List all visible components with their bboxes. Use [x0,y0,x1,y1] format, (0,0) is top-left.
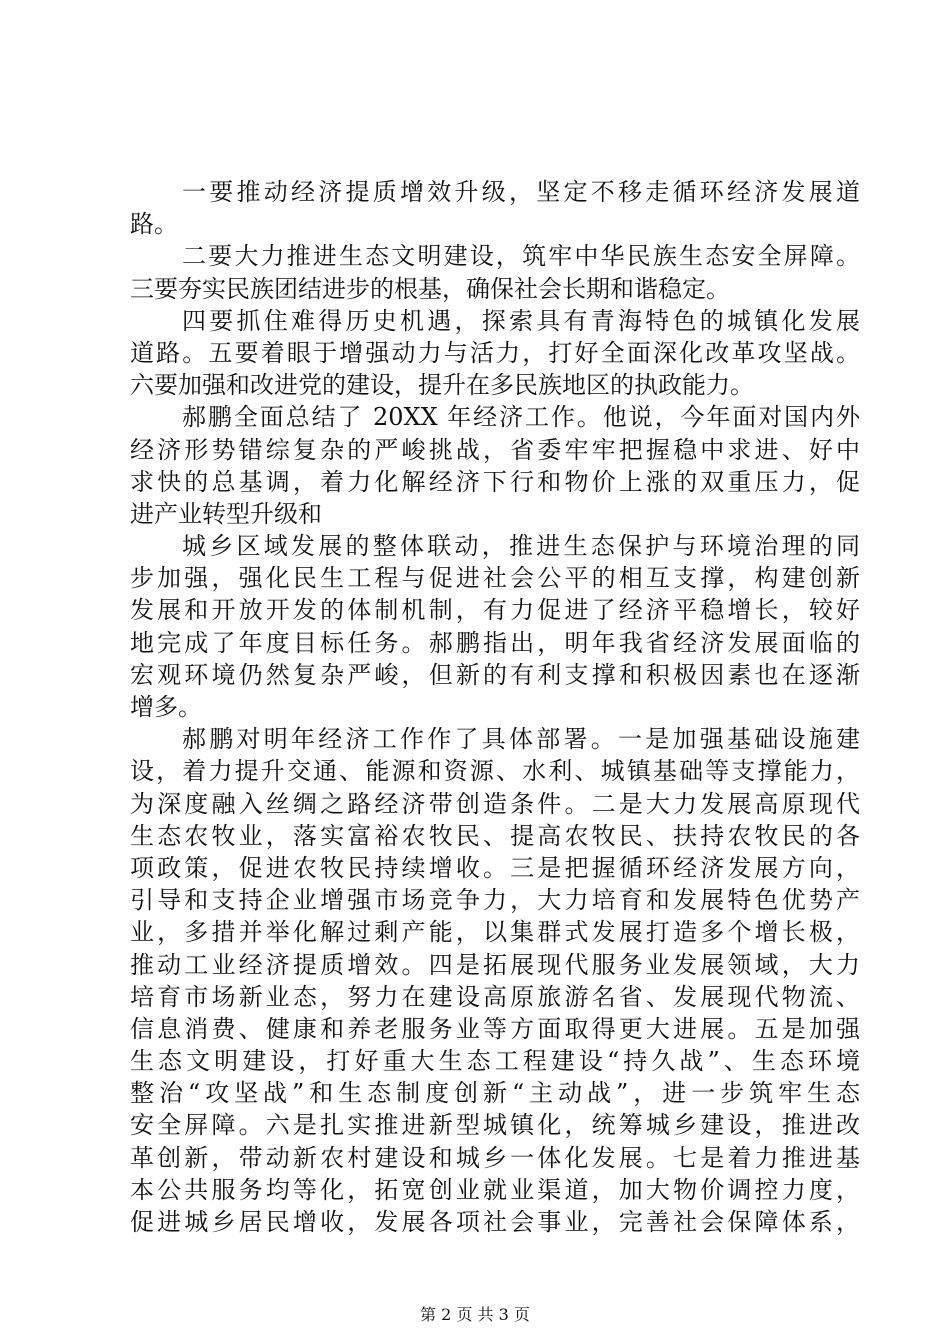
text-line: 培育市场新业态，努力在建设高原旅游名省、发展现代物流、 [130,982,860,1011]
text-line: 革创新，带动新农村建设和城乡一体化发展。七是着力推进基 [130,1143,860,1172]
text-line: 经济形势错综复杂的严峻挑战，省委牢牢把握稳中求进、好中 [130,435,860,464]
document-body [130,176,860,1238]
text-line: 引导和支持企业增强市场竞争力，大力培育和发展特色优势产 [130,886,860,915]
text-line: 郝鹏全面总结了 20XX 年经济工作。他说，今年面对国内外 [182,403,860,432]
text-line: 地完成了年度目标任务。郝鹏指出，明年我省经济发展面临的 [130,628,860,657]
text-line: 整治“攻坚战”和生态制度创新“主动战”，进一步筑牢生态 [130,1079,860,1108]
text-line: 业，多措并举化解过剩产能，以集群式发展打造多个增长极， [130,918,860,947]
text-line: 进产业转型升级和 [130,499,322,528]
text-line: 道路。五要着眼于增强动力与活力，打好全面深化改革攻坚战。 [130,338,860,367]
text-line: 安全屏障。六是扎实推进新型城镇化，统筹城乡建设，推进改 [130,1111,860,1140]
text-line: 本公共服务均等化，拓宽创业就业渠道，加大物价调控力度， [130,1175,860,1204]
text-line: 生态文明建设，打好重大生态工程建设“持久战”、生态环境 [130,1047,860,1076]
text-line: 生态农牧业，落实富裕农牧民、提高农牧民、扶持农牧民的各 [130,821,860,850]
text-line: 设，着力提升交通、能源和资源、水利、城镇基础等支撑能力， [130,757,860,786]
text-line: 二要大力推进生态文明建设，筑牢中华民族生态安全屏障。 [182,242,860,271]
text-line: 六要加强和改进党的建设，提升在多民族地区的执政能力。 [130,371,754,400]
text-line: 四要抓住难得历史机遇，探索具有青海特色的城镇化发展 [182,306,860,335]
page-footer: 第 2 页 共 3 页 [420,1305,530,1324]
text-line: 增多。 [130,693,202,721]
text-line: 项政策，促进农牧民持续增收。三是把握循环经济发展方向， [130,853,860,882]
text-line: 郝鹏对明年经济工作作了具体部署。一是加强基础设施建 [182,725,860,754]
text-line: 三要夯实民族团结进步的根基，确保社会长期和谐稳定。 [130,274,730,303]
text-line: 路。 [130,210,178,239]
text-line: 推动工业经济提质增效。四是拓展现代服务业发展领域，大力 [130,950,860,979]
text-line: 一要推动经济提质增效升级，坚定不移走循环经济发展道 [182,178,860,206]
text-line: 求快的总基调，着力化解经济下行和物价上涨的双重压力，促 [130,467,860,496]
text-line: 为深度融入丝绸之路经济带创造条件。二是大力发展高原现代 [130,789,860,818]
text-line: 城乡区域发展的整体联动，推进生态保护与环境治理的同 [182,532,860,561]
text-line: 步加强，强化民生工程与促进社会公平的相互支撑，构建创新 [130,564,860,593]
text-line: 宏观环境仍然复杂严峻，但新的有利支撑和积极因素也在逐渐 [130,660,860,689]
text-line: 信息消费、健康和养老服务业等方面取得更大进展。五是加强 [130,1014,860,1043]
text-line: 发展和开放开发的体制机制，有力促进了经济平稳增长，较好 [130,596,860,625]
text-line: 促进城乡居民增收，发展各项社会事业，完善社会保障体系， [130,1208,860,1236]
